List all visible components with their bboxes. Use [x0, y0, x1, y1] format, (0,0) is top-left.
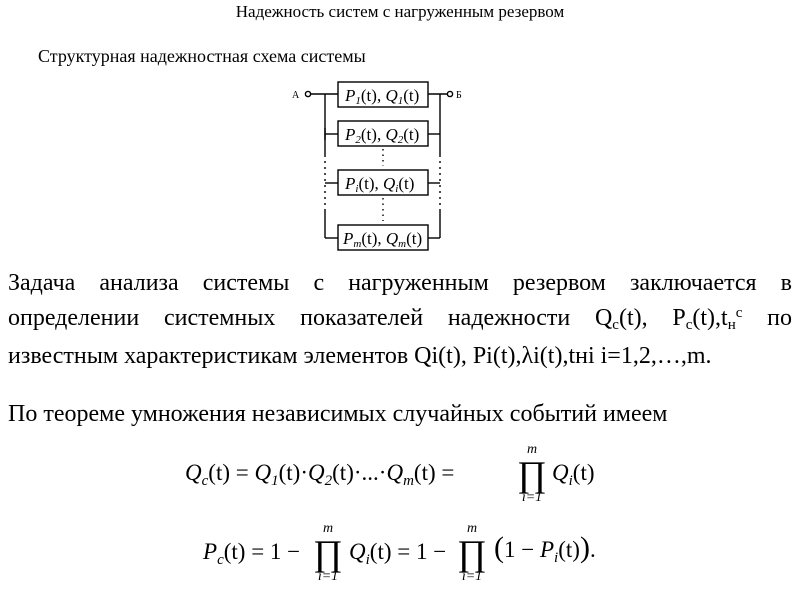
multiplication-theorem-paragraph: По теореме умножения независимых случайных событий имеем	[8, 401, 668, 427]
product-operator-1: m ∏ i=1	[517, 442, 547, 505]
task-text-b: (t), P	[618, 305, 686, 331]
terminal-b: Б	[456, 90, 462, 101]
task-text-a: Задача анализа системы с нагруженным резервом заключается в определении системных показателей надежности Q	[8, 270, 792, 331]
section-title: Структурная надежностная схема системы	[38, 46, 366, 66]
block-i-label: Pi(t), Qi(t)	[345, 174, 415, 195]
task-text-c: (t),t	[692, 305, 728, 331]
block-2-label: P2(t), Q2(t)	[345, 125, 420, 146]
slide-title: Надежность систем с нагруженным резервом	[235, 2, 565, 21]
terminal-a: А	[292, 90, 300, 101]
block-m-label: Pm(t), Qm(t)	[343, 229, 423, 250]
product-operator-2: m ∏ i=1	[313, 521, 343, 584]
sup-c: c	[735, 305, 743, 321]
block-1-label: P1(t), Q1(t)	[345, 86, 420, 107]
product-operator-3: m ∏ i=1	[457, 521, 487, 584]
sub-c-2: c	[685, 317, 693, 333]
reliability-block-diagram	[290, 73, 490, 253]
sub-n: н	[727, 317, 736, 333]
task-text-d: по известным характеристикам элементов Qi(t), Pi(t),λi(t),tнi i=1,2,…,m.	[8, 305, 793, 369]
task-description-paragraph	[8, 266, 792, 374]
sub-c-1: c	[612, 317, 619, 333]
